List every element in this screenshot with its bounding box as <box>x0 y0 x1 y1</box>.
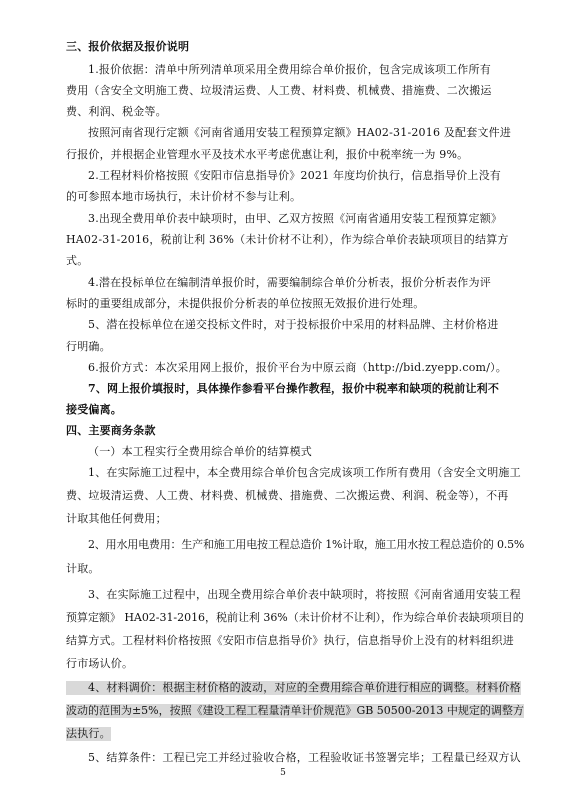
paragraph-line: 费用（含安全文明施工费、垃圾清运费、人工费、材料费、机械费、措施费、二次搬运 <box>66 84 492 97</box>
paragraph-line: 费、垃圾清运费、人工费、材料费、机械费、措施费、二次搬运费、利润、税金等），不再 <box>66 489 509 502</box>
highlighted-line: 波动的范围为±5%，按照《建设工程工程量清单计价规范》GB 50500-2013 中规定的调整方 <box>66 704 524 717</box>
paragraph-line: 2.工程材料价格按照《安阳市信息指导价》2021 年度均价执行，信息指导价上没有 <box>88 169 501 182</box>
paragraph-line: 3.出现全费用单价表中缺项时，由甲、乙双方按照《河南省通用安装工程预算定额》 <box>88 212 503 225</box>
bold-note-line: 7、网上报价填报时，具体操作参看平台操作教程，报价中税率和缺项的税前让利不 <box>88 382 500 395</box>
paragraph-line: 6.报价方式：本次采用网上报价，报价平台为中原云商（http://bid.zyepp.com/）。 <box>88 361 507 374</box>
page-number: 5 <box>280 768 286 778</box>
paragraph-line: 式。 <box>66 254 89 267</box>
paragraph-line: 标时的重要组成部分，未提供报价分析表的单位按照无效报价进行处理。 <box>66 297 425 310</box>
paragraph-line: 结算方式。工程材料价格按照《安阳市信息指导价》执行，信息指导价上没有的材料组织进 <box>66 634 514 647</box>
paragraph-line: 2、用水用电费用：生产和施工用电按工程总造价 1%计取，施工用水按工程总造价的 0.5% <box>88 538 525 551</box>
highlighted-line: 法执行。 <box>66 727 111 740</box>
paragraph-line: 行报价，并根据企业管理水平及技术水平考虑优惠让利，报价中税率统一为 9%。 <box>66 148 469 161</box>
subsection-heading: （一）本工程实行全费用综合单价的结算模式 <box>88 445 312 458</box>
bold-note-line: 接受偏离。 <box>66 403 122 416</box>
paragraph-line: 4.潜在投标单位在编制清单报价时，需要编制综合单价分析表，报价分析表作为评 <box>88 276 491 289</box>
paragraph-line: 预算定额》 HA02-31-2016，税前让利 36%（未计价材不让利），作为综合单价表缺项项目的 <box>66 611 524 624</box>
paragraph-line: 行市场认价。 <box>66 657 134 670</box>
paragraph-line: 计取。 <box>66 562 100 575</box>
paragraph-line: HA02-31-2016，税前让利 36%（未计价材不让利），作为综合单价表缺项项目的结算方 <box>66 233 509 246</box>
paragraph-line: 计取其他任何费用； <box>66 512 167 525</box>
paragraph-line: 5、潜在投标单位在递交投标文件时，对于投标报价中采用的材料品牌、主材价格进 <box>88 318 499 331</box>
paragraph-line: 1、在实际施工过程中，本全费用综合单价包含完成该项工作所有费用（含安全文明施工 <box>88 466 521 479</box>
section-heading-3: 三、报价依据及报价说明 <box>66 40 190 53</box>
paragraph-line: 的可参照本地市场执行，未计价材不参与让利。 <box>66 190 302 203</box>
paragraph-line: 按照河南省现行定额《河南省通用安装工程预算定额》HA02-31-2016 及配套文件进 <box>88 126 512 139</box>
paragraph-line: 行明确。 <box>66 340 111 353</box>
highlighted-line: 4、材料调价：根据主材价格的波动，对应的全费用综合单价进行相应的调整。材料价格 <box>66 681 521 695</box>
paragraph-line: 1.报价依据：清单中所列清单项采用全费用综合单价报价，包含完成该项工作所有 <box>88 63 491 76</box>
paragraph-line: 费、利润、税金等。 <box>66 105 167 118</box>
paragraph-line: 3、在实际施工过程中，出现全费用综合单价表中缺项时，将按照《河南省通用安装工程 <box>88 588 521 601</box>
paragraph-line: 5、结算条件：工程已完工并经过验收合格，工程验收证书签署完毕；工程量已经双方认 <box>88 751 521 764</box>
section-heading-4: 四、主要商务条款 <box>66 424 156 437</box>
